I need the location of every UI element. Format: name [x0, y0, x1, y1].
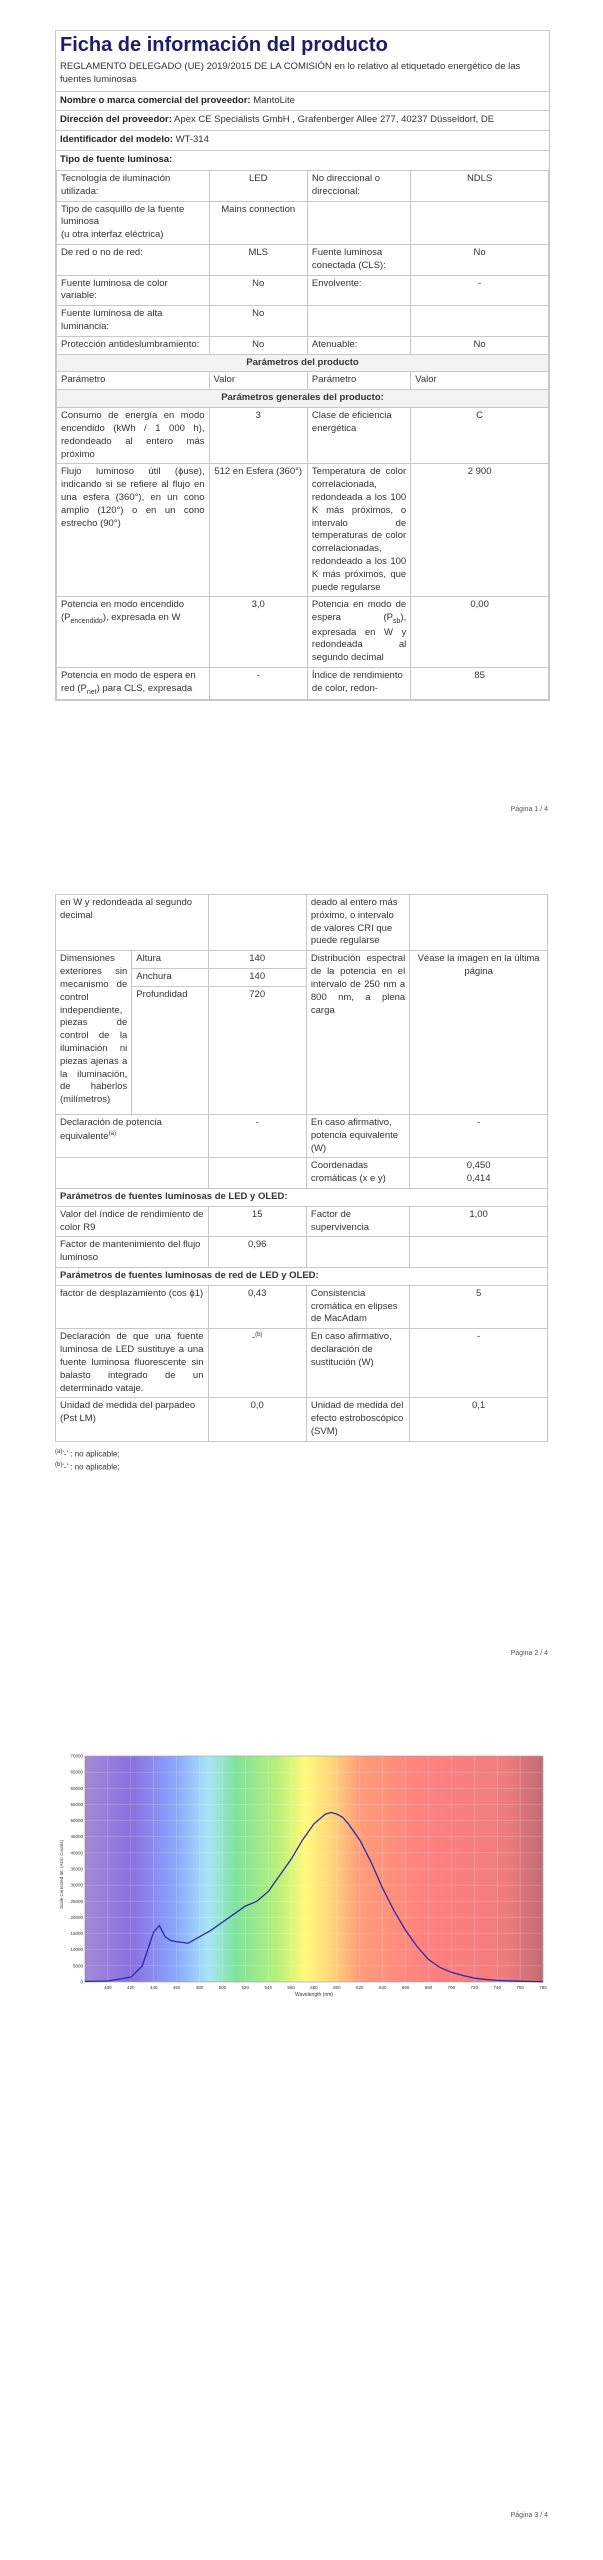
height-label: Altura — [132, 951, 208, 969]
y-tick-label: 70000 — [70, 1753, 83, 1759]
y-tick-label: 0 — [80, 1979, 83, 1985]
directional-value: NDLS — [411, 170, 549, 201]
light-source-type-row — [56, 151, 549, 170]
energy-label: Consumo de energía en modo encendido (kWh / 1 000 h), redondeado al entero más próximo — [57, 408, 210, 464]
led-oled-params-header: Parámetros de fuentes luminosas de LED y OLED: — [56, 1188, 548, 1206]
y-tick-label: 30000 — [70, 1882, 83, 1888]
y-tick-label: 20000 — [70, 1914, 83, 1920]
empty-cell — [306, 1237, 409, 1268]
efficiency-class-value: C — [411, 408, 549, 464]
spectral-label: Distribución espectral de la potencia en el intervalo de 250 nm a 800 nm, a plena carga — [306, 951, 409, 1115]
standby-label-a: Potencia en modo de espera (P — [311, 599, 407, 624]
value-header: Valor — [411, 372, 549, 390]
flicker-label: Unidad de medida del parpadeo (Pst LM) — [56, 1398, 209, 1441]
table-row — [57, 201, 549, 244]
cap-label — [57, 201, 210, 244]
y-tick-label: 35000 — [70, 1866, 83, 1872]
power-on-label — [57, 597, 210, 668]
mains-label: De red o no de red: — [57, 244, 210, 275]
x-tick-label: 400 — [104, 1985, 112, 1990]
y-tick-label: 5000 — [72, 1963, 83, 1969]
empty-cell — [56, 1158, 209, 1189]
table-row — [57, 170, 549, 201]
cri-label-cont: deado al entero más próximo, o intervalo de valores CRI que puede regularse — [306, 895, 409, 951]
energy-value: 3 — [209, 408, 307, 464]
footnotes — [55, 1448, 548, 1475]
y-tick-label: 55000 — [70, 1801, 83, 1807]
chroma-y: 0,414 — [466, 1173, 491, 1185]
grid-lines — [85, 1756, 543, 1982]
supplier-name-value: MantoLite — [253, 94, 295, 106]
net-standby-sub: net — [86, 688, 97, 696]
colour-consistency-label: Consistencia cromática en elipses de MacAdam — [306, 1285, 409, 1328]
mains-led-params-header: Parámetros de fuentes luminosas de red de LED y OLED: — [56, 1268, 548, 1286]
table-row — [57, 597, 549, 668]
x-tick-label: 440 — [149, 1985, 158, 1990]
net-standby-label-b: ) para CLS, expresada — [96, 682, 193, 694]
equiv-sup: (a) — [108, 1130, 116, 1137]
replace-value-text: - — [251, 1332, 256, 1344]
supplier-address-label: Dirección del proveedor: — [60, 114, 172, 126]
svm-value: 0,1 — [410, 1398, 548, 1441]
x-tick-label: 580 — [310, 1985, 318, 1990]
table-row — [57, 275, 549, 306]
net-standby-label-cont: en W y redondeada al segundo decimal — [56, 895, 209, 951]
param-header: Parámetro — [57, 372, 210, 390]
y-tick-label: 60000 — [70, 1785, 83, 1791]
x-tick-label: 540 — [264, 1985, 272, 1990]
footnote-a — [55, 1448, 548, 1461]
light-source-type-label: Tipo de fuente luminosa: — [60, 154, 173, 166]
y-tick-label: 40000 — [70, 1850, 83, 1856]
replace-sup: (b) — [255, 1332, 263, 1339]
replace-label: Declaración de que una fuente luminosa de LED sustituye a una fuente luminosa fluorescente sin balasto integrado de un determinado vataje. — [56, 1329, 209, 1398]
table-row — [57, 408, 549, 464]
cap-label-line1: Tipo de casquillo de la fuente luminosa — [61, 203, 185, 228]
table-row — [56, 895, 548, 951]
table-row — [56, 951, 548, 969]
net-standby-label — [57, 668, 210, 700]
cct-label: Temperatura de color correlacionada, redondeada a los 100 K más próximos, o intervalo de temperaturas de color correlacionadas, redondeado a los 100 K más próximos, que puede regularse — [307, 464, 410, 597]
chroma-x: 0,450 — [466, 1160, 491, 1172]
spectral-value: Véase la imagen en la última página — [410, 951, 548, 1115]
footnote-b-mark: (b) — [55, 1462, 63, 1469]
table-row — [56, 1114, 548, 1157]
power-on-label-a: Potencia en modo encendido (P — [61, 599, 185, 624]
mains-value: MLS — [209, 244, 307, 275]
height-value: 140 — [208, 951, 306, 969]
colour-consistency-value: 5 — [410, 1285, 548, 1328]
tech-value: LED — [209, 170, 307, 201]
anti-glare-value: No — [209, 336, 307, 354]
depth-value: 720 — [208, 986, 306, 1114]
displacement-label: factor de desplazamiento (cos ϕ1) — [56, 1285, 209, 1328]
light-source-table — [56, 170, 549, 700]
chroma-values — [410, 1158, 548, 1189]
page-number: Página 2 / 4 — [510, 1650, 548, 1657]
cap-value: Mains connection — [209, 201, 307, 244]
table-row — [56, 1206, 548, 1237]
param-header: Parámetro — [307, 372, 410, 390]
table-row — [56, 1188, 548, 1206]
page-1 — [0, 0, 603, 860]
cri-value: 85 — [411, 668, 549, 700]
page-2 — [0, 860, 603, 1720]
product-params-header: Parámetros del producto — [57, 354, 549, 372]
standby-value: 0,00 — [411, 597, 549, 668]
dimmable-value: No — [411, 336, 549, 354]
connected-value: No — [411, 244, 549, 275]
displacement-value: 0,43 — [208, 1285, 306, 1328]
survival-value: 1,00 — [410, 1206, 548, 1237]
high-luminance-label: Fuente luminosa de alta luminancia: — [57, 306, 210, 337]
cap-label-line2: (u otra interfaz eléctrica) — [61, 229, 164, 241]
table-row — [57, 244, 549, 275]
y-axis-label: Scale Corrected Int. (ADC Counts) — [59, 1839, 64, 1909]
x-tick-label: 480 — [195, 1985, 204, 1990]
colour-tunable-label: Fuente luminosa de color variable: — [57, 275, 210, 306]
dims-label: Dimensiones exteriores sin mecanismo de control independiente, piezas de control de la iluminación ni piezas ajenas a la iluminación, de haberlos (milímetros) — [56, 951, 132, 1115]
chroma-label: Coordenadas cromáticas (x e y) — [306, 1158, 409, 1189]
high-luminance-value: No — [209, 306, 307, 337]
empty-cell — [410, 895, 548, 951]
empty-cell — [410, 1237, 548, 1268]
product-info-sheet — [55, 30, 550, 701]
x-tick-label: 700 — [447, 1985, 456, 1990]
x-tick-label: 760 — [516, 1985, 524, 1990]
supplier-name-row — [56, 92, 549, 112]
power-on-sub: encendido — [70, 618, 103, 626]
x-tick-label: 720 — [470, 1985, 479, 1990]
model-label: Identificador del modelo: — [60, 134, 173, 146]
table-row — [57, 668, 549, 700]
product-info-continued — [55, 894, 548, 1475]
spectrum-svg — [55, 1750, 548, 2002]
equiv-label — [56, 1114, 209, 1157]
y-tick-label: 45000 — [70, 1834, 83, 1840]
envelope-label: Envolvente: — [307, 275, 410, 306]
y-tick-label: 65000 — [70, 1769, 83, 1775]
value-header: Valor — [209, 372, 307, 390]
empty-cell — [307, 306, 410, 337]
directional-label: No direccional o direccional: — [307, 170, 410, 201]
power-on-label-b: ), expresada en W — [102, 612, 181, 624]
y-tick-label: 50000 — [70, 1818, 83, 1824]
x-tick-labels — [104, 1985, 547, 1990]
width-label: Anchura — [132, 969, 208, 987]
survival-label: Factor de supervivencia — [306, 1206, 409, 1237]
supplier-name-label: Nombre o marca comercial del proveedor: — [60, 94, 251, 106]
x-tick-label: 560 — [287, 1985, 295, 1990]
table-row — [57, 306, 549, 337]
empty-cell — [208, 895, 306, 951]
empty-cell — [411, 306, 549, 337]
empty-cell — [208, 1158, 306, 1189]
table-row — [57, 354, 549, 372]
equiv-power-label: En caso afirmativo, potencia equivalente (W) — [306, 1114, 409, 1157]
svm-label: Unidad de medida del efecto estroboscópico (SVM) — [306, 1398, 409, 1441]
equiv-value: - — [208, 1114, 306, 1157]
footnote-a-text: '-' : no aplicable; — [62, 1449, 120, 1459]
standby-sub: sb — [393, 618, 401, 626]
equiv-label-text: Declaración de potencia equivalente — [60, 1116, 162, 1142]
x-tick-label: 520 — [241, 1985, 250, 1990]
footnote-b — [55, 1461, 548, 1474]
table-row — [57, 372, 549, 390]
x-tick-label: 660 — [401, 1985, 410, 1990]
power-on-value: 3,0 — [209, 597, 307, 668]
table-row — [57, 390, 549, 408]
replace-power-value: - — [410, 1329, 548, 1398]
x-tick-label: 780 — [539, 1985, 547, 1990]
flicker-value: 0,0 — [208, 1398, 306, 1441]
table-row — [57, 336, 549, 354]
empty-cell — [411, 201, 549, 244]
x-tick-label: 460 — [172, 1985, 181, 1990]
x-axis-label: Wavelength (nm) — [295, 1992, 333, 1998]
equiv-power-value: - — [410, 1114, 548, 1157]
table-row — [56, 1285, 548, 1328]
page-number: Página 3 / 4 — [510, 2512, 548, 2519]
y-tick-label: 10000 — [70, 1947, 83, 1953]
x-tick-label: 640 — [378, 1985, 387, 1990]
page-number: Página 1 / 4 — [510, 806, 548, 813]
general-params-header: Parámetros generales del producto: — [57, 390, 549, 408]
y-tick-label: 25000 — [70, 1898, 83, 1904]
x-tick-label: 620 — [356, 1985, 364, 1990]
table-row — [56, 1398, 548, 1441]
tech-label: Tecnología de iluminación utilizada: — [57, 170, 210, 201]
envelope-value: - — [411, 275, 549, 306]
efficiency-class-label: Clase de eficiencia energética — [307, 408, 410, 464]
footnote-b-text: '-' : no aplicable; — [62, 1462, 120, 1472]
table-row — [56, 1158, 548, 1189]
empty-cell — [307, 201, 410, 244]
r9-value: 15 — [208, 1206, 306, 1237]
flux-value: 512 en Esfera (360°) — [209, 464, 307, 597]
params-table-continued — [55, 894, 548, 1442]
maintenance-value: 0,96 — [208, 1237, 306, 1268]
depth-label: Profundidad — [132, 986, 208, 1114]
width-value: 140 — [208, 969, 306, 987]
table-row — [57, 464, 549, 597]
net-standby-label-a: Potencia en modo de espera en red (P — [61, 670, 196, 694]
x-tick-label: 600 — [333, 1985, 341, 1990]
x-tick-label: 740 — [493, 1985, 501, 1990]
supplier-address-row — [56, 111, 549, 131]
model-value: WT-314 — [175, 134, 209, 146]
table-row — [56, 1237, 548, 1268]
net-standby-value: - — [209, 668, 307, 700]
y-tick-labels — [70, 1754, 83, 1985]
footnote-a-mark: (a) — [55, 1448, 63, 1455]
model-row — [56, 131, 549, 151]
x-tick-label: 500 — [218, 1985, 227, 1990]
replace-power-label: En caso afirmativo, declaración de sustitución (W) — [306, 1329, 409, 1398]
maintenance-label: Factor de mantenimiento del flujo luminoso — [56, 1237, 209, 1268]
standby-label-b: ), expresada en W y redondeada al segundo decimal — [311, 612, 407, 664]
x-tick-label: 420 — [127, 1985, 135, 1990]
flux-label: Flujo luminoso útil (ϕuse), indicando si se refiere al flujo en una esfera (360°), en un cono amplio (120°) o en un cono estrecho (90°) — [57, 464, 210, 597]
x-tick-label: 680 — [424, 1985, 433, 1990]
replace-value — [208, 1329, 306, 1398]
page-3 — [0, 1720, 603, 2560]
cri-label: Índice de rendimiento de color, redon- — [307, 668, 410, 700]
anti-glare-label: Protección antideslumbramiento: — [57, 336, 210, 354]
table-row — [56, 1268, 548, 1286]
spectral-distribution-chart — [55, 1750, 548, 2002]
standby-label — [307, 597, 410, 668]
supplier-address-value: Apex CE Specialists GmbH , Grafenberger Allee 277, 40237 Düsseldorf, DE — [174, 114, 495, 126]
dimmable-label: Atenuable: — [307, 336, 410, 354]
sheet-title: Ficha de información del producto — [60, 34, 388, 56]
r9-label: Valor del índice de rendimiento de color R9 — [56, 1206, 209, 1237]
y-tick-label: 15000 — [70, 1931, 83, 1937]
regulation-text: REGLAMENTO DELEGADO (UE) 2019/2015 DE LA COMISIÓN en lo relativo al etiquetado energético de las fuentes luminosas — [56, 59, 549, 92]
cct-value: 2 900 — [411, 464, 549, 597]
connected-label: Fuente luminosa conectada (CLS): — [307, 244, 410, 275]
colour-tunable-value: No — [209, 275, 307, 306]
table-row — [56, 1329, 548, 1398]
